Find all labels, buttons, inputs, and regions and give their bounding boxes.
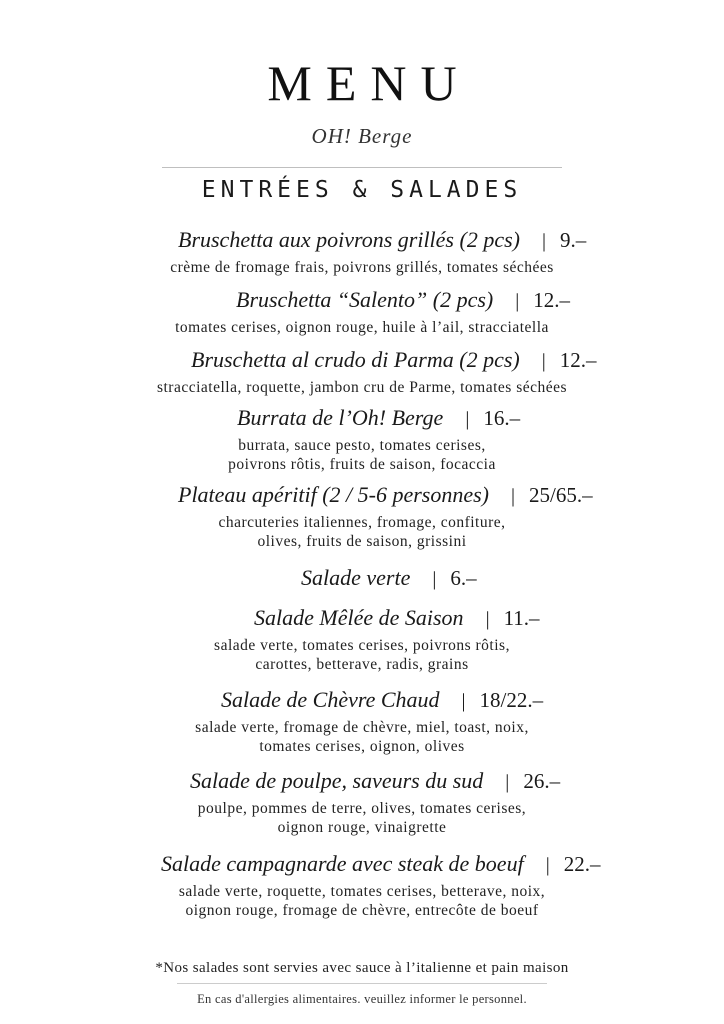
item-description: crème de fromage frais, poivrons grillés, tomates séchées bbox=[170, 259, 554, 276]
item-description: burrata, sauce pesto, tomates cerises, bbox=[238, 437, 486, 454]
menu-title: MENU bbox=[267, 55, 471, 111]
menu-item bbox=[0, 685, 724, 756]
price-separator: | bbox=[432, 568, 437, 590]
price-separator: | bbox=[465, 408, 470, 430]
price-separator: | bbox=[461, 690, 466, 712]
item-price: 16.– bbox=[483, 406, 521, 430]
item-description: salade verte, tomates cerises, poivrons rôtis, bbox=[214, 637, 510, 654]
menu-item bbox=[0, 766, 724, 837]
item-description: olives, fruits de saison, grissini bbox=[257, 533, 467, 550]
item-name: Bruschetta al crudo di Parma (2 pcs) bbox=[191, 347, 520, 372]
item-name: Salade de Chèvre Chaud bbox=[221, 687, 440, 712]
item-price: 12.– bbox=[559, 348, 597, 372]
item-description: tomates cerises, oignon rouge, huile à l’ail, stracciatella bbox=[175, 319, 549, 336]
allergy-notice: En cas d'allergies alimentaires. veuillez informer le personnel. bbox=[197, 992, 527, 1006]
item-price: 25/65.– bbox=[529, 483, 593, 507]
section-title: ENTRÉES & SALADES bbox=[201, 177, 523, 203]
price-separator: | bbox=[541, 350, 546, 372]
menu-item bbox=[0, 225, 724, 277]
item-description: tomates cerises, oignon, olives bbox=[259, 738, 465, 755]
item-name: Salade verte bbox=[301, 565, 411, 590]
item-description: stracciatella, roquette, jambon cru de Parme, tomates séchées bbox=[156, 379, 568, 396]
item-name: Burrata de l’Oh! Berge bbox=[237, 405, 444, 430]
header-divider bbox=[162, 167, 562, 168]
item-description: poivrons rôtis, fruits de saison, focaccia bbox=[228, 456, 496, 473]
item-name: Salade de poulpe, saveurs du sud bbox=[190, 768, 484, 793]
price-separator: | bbox=[505, 771, 510, 793]
item-price: 6.– bbox=[450, 566, 477, 590]
item-price: 9.– bbox=[559, 228, 587, 252]
menu-item bbox=[0, 480, 724, 551]
item-price: 11.– bbox=[503, 606, 540, 630]
item-name: Bruschetta “Salento” (2 pcs) bbox=[236, 287, 494, 312]
item-description: oignon rouge, fromage de chèvre, entrecôte de boeuf bbox=[185, 902, 539, 919]
menu-item bbox=[0, 345, 724, 397]
item-description: charcuteries italiennes, fromage, confiture, bbox=[218, 514, 506, 531]
price-separator: | bbox=[545, 854, 550, 876]
menu-item bbox=[0, 403, 724, 474]
item-price: 26.– bbox=[523, 769, 561, 793]
item-price: 18/22.– bbox=[479, 688, 544, 712]
item-name: Salade campagnarde avec steak de boeuf bbox=[161, 851, 524, 876]
item-description: oignon rouge, vinaigrette bbox=[277, 819, 447, 836]
item-description: salade verte, roquette, tomates cerises, betterave, noix, bbox=[178, 883, 546, 900]
price-separator: | bbox=[485, 608, 490, 630]
menu-item bbox=[0, 285, 724, 337]
item-name: Plateau apéritif (2 / 5-6 personnes) bbox=[178, 482, 490, 507]
menu-item bbox=[0, 563, 724, 596]
price-separator: | bbox=[515, 290, 520, 312]
item-price: 12.– bbox=[533, 288, 571, 312]
item-price: 22.– bbox=[563, 852, 601, 876]
item-description: salade verte, fromage de chèvre, miel, toast, noix, bbox=[195, 719, 529, 736]
price-separator: | bbox=[511, 485, 516, 507]
item-name: Salade Mêlée de Saison bbox=[254, 605, 464, 630]
footer-divider bbox=[177, 983, 547, 984]
brand-logo-text: OH! Berge bbox=[311, 124, 413, 148]
item-name: Bruschetta aux poivrons grillés (2 pcs) bbox=[178, 227, 520, 252]
salad-note: *Nos salades sont servies avec sauce à l’italienne et pain maison bbox=[155, 960, 569, 976]
price-separator: | bbox=[541, 230, 546, 252]
item-description: carottes, betterave, radis, grains bbox=[255, 656, 469, 673]
item-description: poulpe, pommes de terre, olives, tomates cerises, bbox=[197, 800, 527, 817]
menu-item bbox=[0, 849, 724, 920]
menu-item bbox=[0, 603, 724, 674]
